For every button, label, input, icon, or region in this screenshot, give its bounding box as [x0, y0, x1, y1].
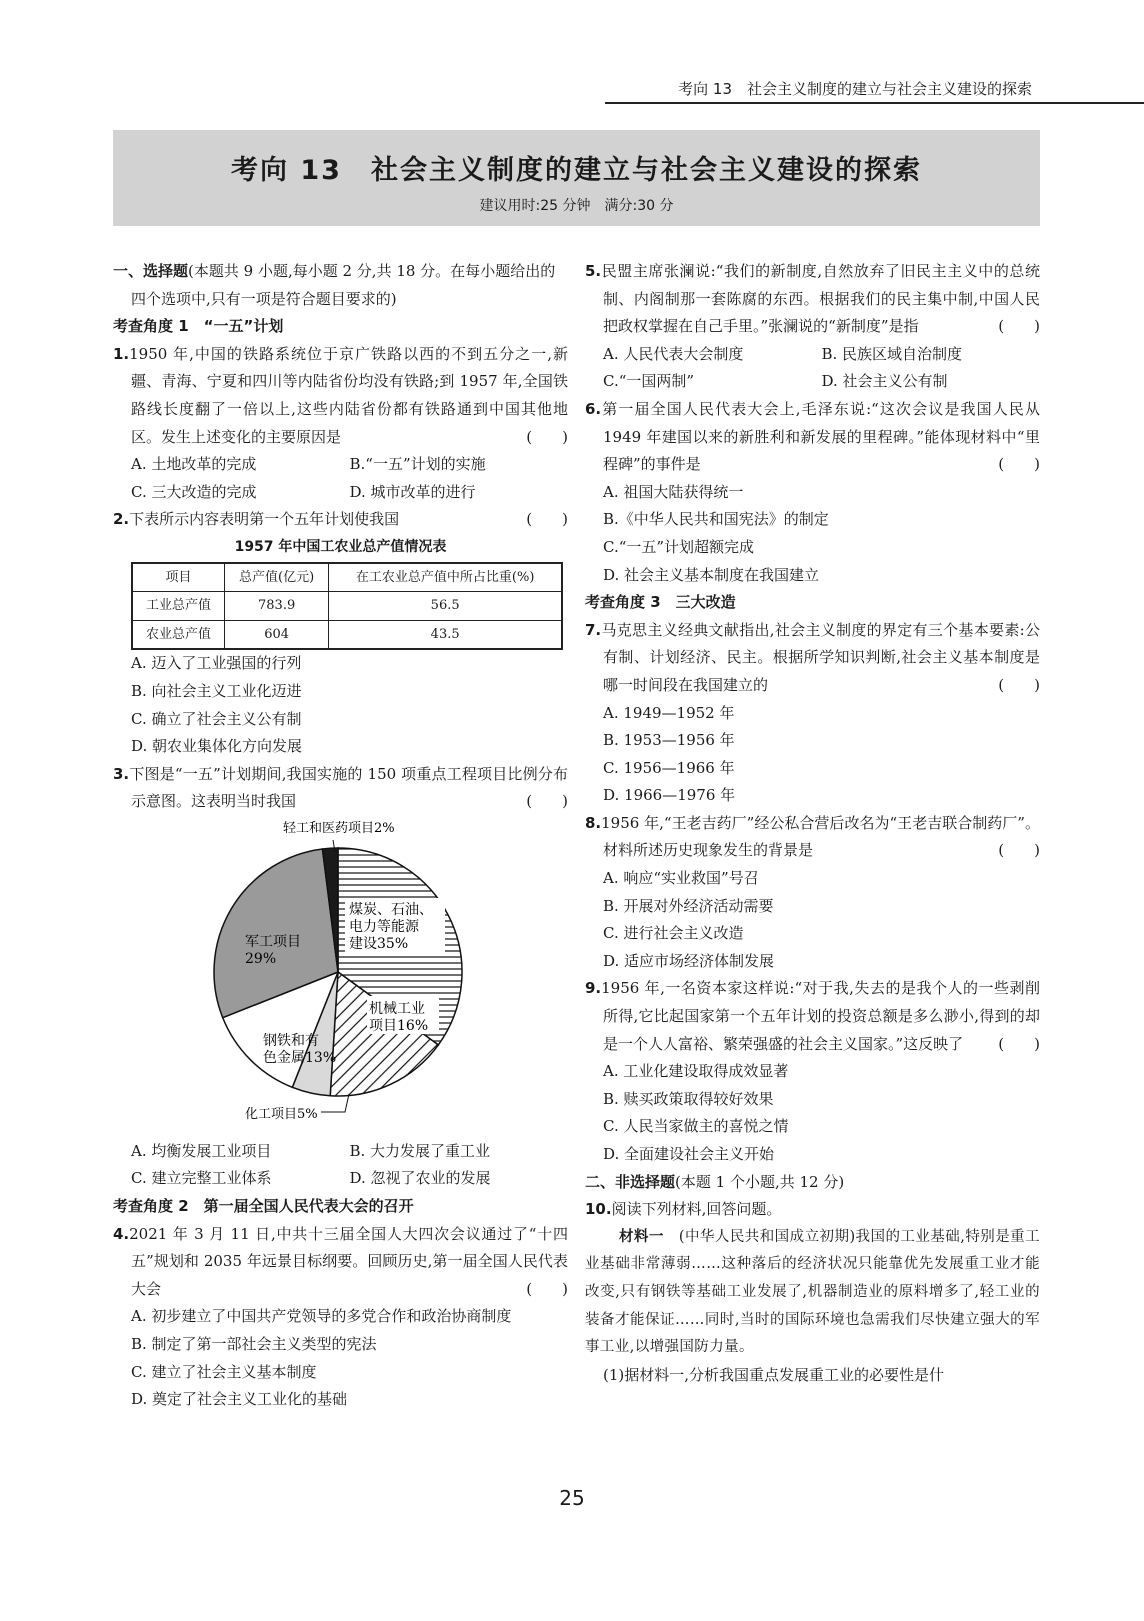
q3-option-a[interactable]: A. 均衡发展工业项目: [131, 1141, 272, 1160]
pie-label-energy: 建设35%: [349, 935, 409, 952]
q3-option-b[interactable]: B. 大力发展了重工业: [349, 1141, 491, 1160]
table-header-row: [132, 563, 562, 592]
q5-option-b[interactable]: B. 民族区域自治制度: [821, 344, 963, 363]
question-10: 10.阅读下列材料,回答问题。: [585, 1200, 782, 1219]
table-header: 在工农业总产值中所占比重(%): [329, 563, 562, 592]
pie-label-machine: 项目16%: [369, 1017, 429, 1034]
page-number: 25: [559, 1486, 585, 1510]
q8-option-a[interactable]: A. 响应“实业救国”号召: [603, 869, 759, 888]
question-1: 1.1950 年,中国的铁路系统位于京广铁路以西的不到五分之一,新疆、青海、宁夏和四川等内陆省份均没有铁路;到 1957 年,全国铁路线长度翻了一倍以上,这些内陆省份都有铁路通到中国其他地区。发生上述变化的主要原因是 ( ): [113, 344, 568, 446]
q10-subquestion-1: (1)据材料一,分析我国重点发展重工业的必要性是什: [603, 1365, 945, 1384]
q4-option-d[interactable]: D. 奠定了社会主义工业化的基础: [131, 1390, 348, 1409]
table-cell: 农业总产值: [132, 620, 224, 649]
table-cell: 56.5: [329, 592, 562, 621]
q6-option-c[interactable]: C.“一五”计划超额完成: [603, 537, 755, 556]
question-5: 5.民盟主席张澜说:“我们的新制度,自然放弃了旧民主主义中的总统制、内阁制那一套陈腐的东西。根据我们的民主集中制,中国人民把政权掌握在自己手里。”张澜说的“新制度”是指 ( ): [585, 262, 1040, 336]
pie-label-machine: 机械工业: [369, 1000, 425, 1017]
table-cell: 783.9: [224, 592, 328, 621]
running-header: 考向 13 社会主义制度的建立与社会主义建设的探索: [678, 80, 1032, 98]
q8-option-c[interactable]: C. 进行社会主义改造: [603, 924, 744, 943]
q2-option-a[interactable]: A. 迈入了工业强国的行列: [131, 654, 302, 673]
q1-option-a[interactable]: A. 土地改革的完成: [131, 455, 257, 474]
q3-option-c[interactable]: C. 建立完整工业体系: [131, 1169, 272, 1188]
q9-option-c[interactable]: C. 人民当家做主的喜悦之情: [603, 1117, 789, 1136]
q5-option-c[interactable]: C.“一国两制”: [603, 372, 695, 391]
table-title: 1957 年中国工农业总产值情况表: [234, 538, 447, 555]
q7-option-a[interactable]: A. 1949—1952 年: [603, 703, 735, 722]
question-9: 9.1956 年,一名资本家这样说:“对于我,失去的是我个人的一些剥削所得,它比起国家第一个五年计划的投资总额是多么渺小,得到的却是一个人人富裕、繁荣强盛的社会主义国家。”这反映了 ( ): [585, 979, 1040, 1053]
pie-label-steel: 钢铁和有: [263, 1032, 319, 1049]
q9-option-a[interactable]: A. 工业化建设取得成效显著: [603, 1062, 789, 1081]
question-8: 8.1956 年,“王老吉药厂”经公私合营后改名为“王老吉联合制药厂”。材料所述历史现象发生的背景是 ( ): [585, 813, 1040, 860]
right-column: [585, 258, 1040, 1389]
q4-option-a[interactable]: A. 初步建立了中国共产党领导的多党合作和政治协商制度: [131, 1307, 512, 1326]
pie-label-military: 军工项目: [245, 933, 301, 950]
q1-option-b[interactable]: B.“一五”计划的实施: [349, 455, 486, 474]
page-subtitle: 建议用时:25 分钟 满分:30 分: [479, 198, 674, 214]
q4-option-b[interactable]: B. 制定了第一部社会主义类型的宪法: [131, 1335, 377, 1354]
title-banner: [113, 130, 1040, 226]
q9-option-d[interactable]: D. 全面建设社会主义开始: [603, 1145, 775, 1163]
q7-option-d[interactable]: D. 1966—1976 年: [603, 786, 736, 805]
question-3: 3.下图是“一五”计划期间,我国实施的 150 项重点工程项目比例分布示意图。这表明当时我国 ( ): [113, 764, 568, 811]
left-column: [113, 258, 568, 1414]
q2-option-d[interactable]: D. 朝农业集体化方向发展: [131, 737, 303, 756]
table-row: [132, 620, 562, 649]
q1-option-c[interactable]: C. 三大改造的完成: [131, 482, 257, 501]
pie-label-military: 29%: [245, 950, 277, 967]
q6-option-a[interactable]: A. 祖国大陆获得统一: [603, 482, 744, 501]
table-header: 总产值(亿元): [224, 563, 328, 592]
pie-label-light: 轻工和医药项目2%: [283, 820, 395, 836]
angle2-heading: 考查角度 2 第一届全国人民代表大会的召开: [113, 1197, 414, 1216]
q8-option-b[interactable]: B. 开展对外经济活动需要: [603, 896, 774, 915]
table-header: 项目: [132, 563, 224, 592]
q6-option-b[interactable]: B.《中华人民共和国宪法》的制定: [603, 510, 829, 529]
table-cell: 工业总产值: [132, 592, 224, 621]
section2-heading: 二、非选择题(本题 1 个小题,共 12 分): [585, 1172, 845, 1191]
material-1: 材料一 (中华人民共和国成立初期)我国的工业基础,特别是重工业基础非常薄弱……这种落后的经济状况只能靠优先发展重工业才能改变,只有钢铁等基础工业发展了,机器制造业的原料增多了,轻工业的装备才能保证……同时,当时的国际环境也急需我们尽快建立强大的军事工业,以增强国防力量。: [585, 1228, 1041, 1356]
q1-option-d[interactable]: D. 城市改革的进行: [349, 482, 476, 501]
q2-option-c[interactable]: C. 确立了社会主义公有制: [131, 709, 302, 728]
pie-label-energy: 煤炭、石油、: [349, 901, 433, 918]
angle1-heading: 考查角度 1 “一五”计划: [113, 317, 284, 336]
q5-option-d[interactable]: D. 社会主义公有制: [821, 372, 948, 391]
table-row: [132, 592, 562, 621]
question-4: 4.2021 年 3 月 11 日,中共十三届全国人大四次会议通过了“十四五”规划和 2035 年远景目标纲要。回顾历史,第一届全国人民代表大会 ( ): [113, 1224, 568, 1298]
pie-chart-svg: [113, 816, 568, 1138]
table-cell: 604: [224, 620, 328, 649]
q3-option-d[interactable]: D. 忽视了农业的发展: [349, 1169, 491, 1188]
question-7: 7.马克思主义经典文献指出,社会主义制度的界定有三个基本要素:公有制、计划经济、民主。根据所学知识判断,社会主义基本制度是哪一时间段在我国建立的 ( ): [585, 620, 1040, 694]
q4-option-c[interactable]: C. 建立了社会主义基本制度: [131, 1362, 317, 1381]
page-title: 考向 13 社会主义制度的建立与社会主义建设的探索: [231, 155, 922, 186]
q7-option-c[interactable]: C. 1956—1966 年: [603, 758, 735, 777]
pie-label-energy: 电力等能源: [349, 918, 419, 935]
angle3-heading: 考查角度 3 三大改造: [585, 593, 736, 612]
q7-option-b[interactable]: B. 1953—1956 年: [603, 731, 735, 750]
pie-label-steel: 色金属13%: [263, 1049, 337, 1066]
header-rule: [605, 102, 1144, 104]
q6-option-d[interactable]: D. 社会主义基本制度在我国建立: [603, 565, 820, 584]
q2-option-b[interactable]: B. 向社会主义工业化迈进: [131, 681, 302, 700]
pie-chart: [113, 816, 568, 1138]
table-cell: 43.5: [329, 620, 562, 649]
q8-option-d[interactable]: D. 适应市场经济体制发展: [603, 951, 775, 970]
question-2: 2.下表所示内容表明第一个五年计划使我国 ( ): [113, 510, 568, 529]
output-table: [131, 562, 563, 651]
question-6: 6.第一届全国人民代表大会上,毛泽东说:“这次会议是我国人民从 1949 年建国以来的新胜利和新发展的里程碑。”能体现材料中“里程碑”的事件是 ( ): [585, 399, 1040, 474]
q5-option-a[interactable]: A. 人民代表大会制度: [603, 344, 744, 363]
q9-option-b[interactable]: B. 赎买政策取得较好效果: [603, 1089, 774, 1108]
pie-label-chem: 化工项目5%: [245, 1106, 318, 1122]
section1-heading: 一、选择题(本题共 9 小题,每小题 2 分,共 18 分。在每小题给出的四个选项中,只有一项是符合题目要求的): [113, 262, 556, 308]
